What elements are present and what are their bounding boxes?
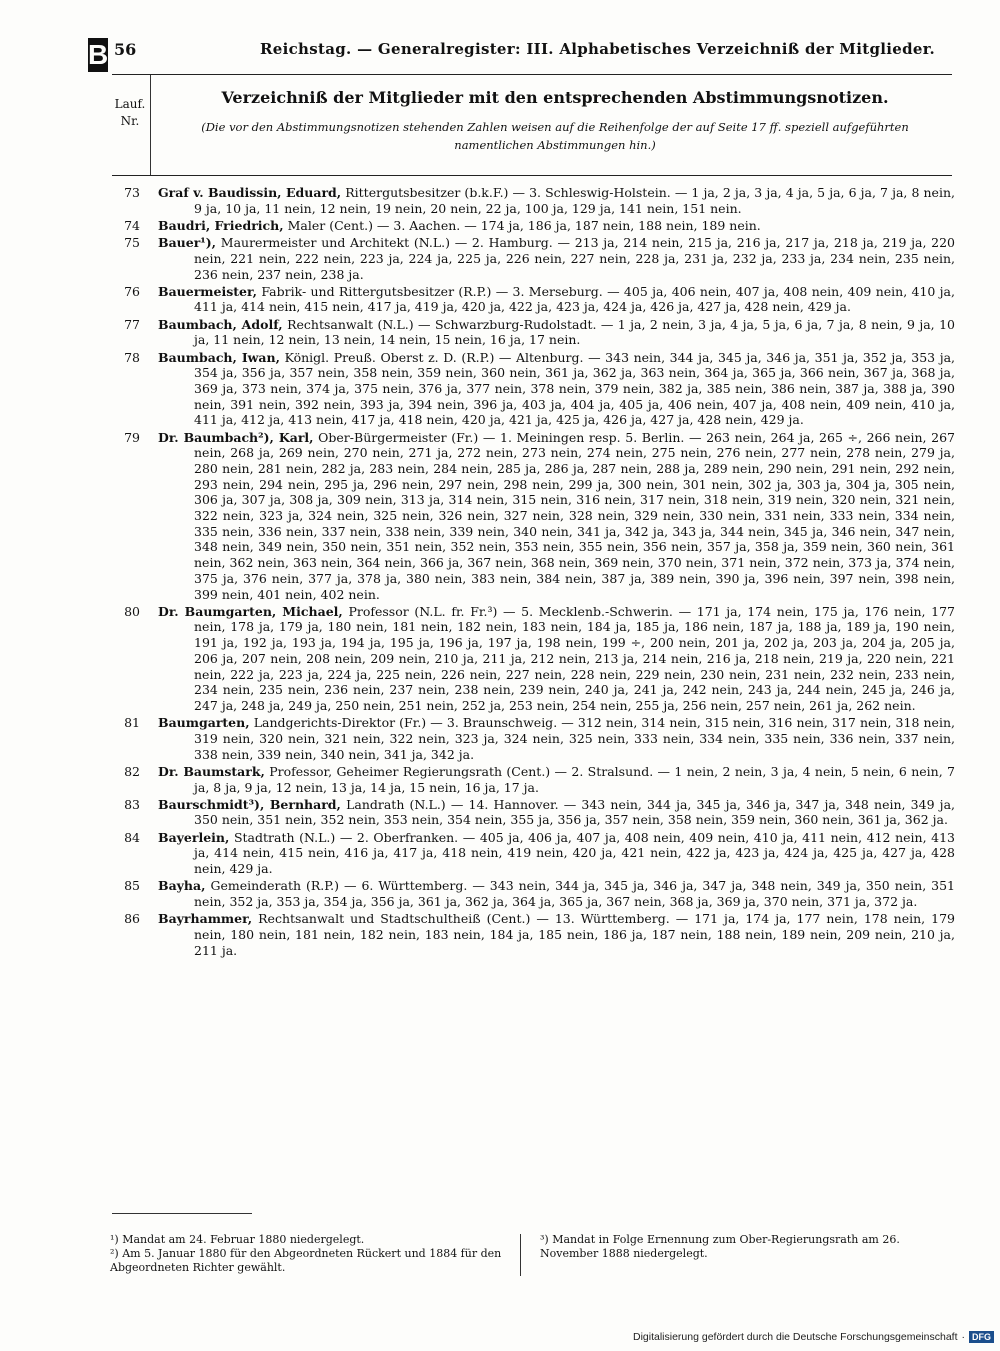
entry-number: 86 [124,911,140,927]
member-details: Rechtsanwalt (N.L.) — Schwarzburg-Rudolstadt. — 1 ja, 2 nein, 3 ja, 4 ja, 5 ja, 6 ja, 7 ja, 8 nein, 9 ja, 10 ja, 11 nein, 12 nein, 13 nein, 14 nein, 15 nein, 16 ja, 17 nein. [194,316,955,348]
list-item [100,604,955,714]
footnote-3: ³) Mandat in Folge Ernennung zum Ober-Regierungsrath am 26. November 1888 niedergelegt. [540,1233,900,1260]
list-item [100,317,955,348]
member-name: Bayerlein, [158,829,230,845]
entry-number: 81 [124,715,140,731]
member-name: Baumbach, Iwan, [158,349,280,365]
entry-number: 73 [124,185,140,200]
list-item [100,185,955,216]
member-list [100,185,955,960]
entry-number: 79 [124,429,140,445]
heading-rule [112,175,952,176]
funding-credit: Digitalisierung gefördert durch die Deutsche Forschungsgemeinschaft · DFG [633,1331,994,1343]
page-number: 56 [114,40,137,59]
dfg-logo: DFG [969,1331,994,1343]
member-details: Landrath (N.L.) — 14. Hannover. — 343 nein, 344 ja, 345 ja, 346 ja, 347 ja, 348 nein, 349 ja, 350 nein, 351 nein, 352 nein, 353 nein, 354 nein, 355 ja, 356 ja, 357 nein, 358 nein, 359 nein, 360 nein, 361 ja, 362 ja. [194,796,955,828]
list-item [100,235,955,282]
footnotes-left [110,1233,510,1275]
list-item [100,797,955,828]
list-item [100,764,955,795]
member-name: Bauer¹), [158,235,217,251]
entry-number: 75 [124,235,140,251]
member-name: Baumbach, Adolf, [158,316,283,332]
member-details: Landgerichts-Direktor (Fr.) — 3. Braunschweig. — 312 nein, 314 nein, 315 nein, 316 nein, 317 nein, 318 nein, 319 nein, 320 nein, 321 nein, 322 nein, 323 ja, 324 nein, 325 nein, 333 nein, 334 nein, 335 nein, 336 nein, 337 nein, 338 nein, 339 nein, 340 nein, 341 ja, 342 ja. [194,715,955,762]
list-item [100,911,955,958]
entry-text [158,235,955,282]
footnote-divider [520,1234,521,1276]
list-item [100,715,955,762]
member-details: Rechtsanwalt und Stadtschultheiß (Cent.) — 13. Württemberg. — 171 ja, 174 ja, 177 nein, 178 nein, 179 nein, 180 nein, 181 nein, 182 nein, 183 nein, 184 ja, 185 nein, 186 ja, 187 nein, 188 nein, 189 nein, 209 nein, 210 ja, 211 ja. [194,911,955,958]
entry-text [158,911,955,958]
member-details: Rittergutsbesitzer (b.k.F.) — 3. Schleswig-Holstein. — 1 ja, 2 ja, 3 ja, 4 ja, 5 ja, 6 ja, 7 ja, 8 nein, 9 ja, 10 ja, 11 nein, 12 nein, 19 nein, 20 nein, 22 ja, 100 ja, 129 ja, 141 nein, 151 nein. [194,185,955,216]
member-details: Stadtrath (N.L.) — 2. Oberfranken. — 405 ja, 406 ja, 407 ja, 408 nein, 409 nein, 410 ja, 411 nein, 412 nein, 413 ja, 414 nein, 415 nein, 416 ja, 417 ja, 418 nein, 419 nein, 420 ja, 421 nein, 422 ja, 423 ja, 424 ja, 425 ja, 427 ja, 428 nein, 429 ja. [194,829,955,877]
member-details: Fabrik- und Rittergutsbesitzer (R.P.) — 3. Merseburg. — 405 ja, 406 nein, 407 ja, 408 nein, 409 nein, 410 ja, 411 ja, 414 nein, 415 nein, 417 ja, 419 ja, 420 ja, 422 ja, 423 ja, 424 ja, 426 ja, 427 ja, 428 nein, 429 ja. [194,283,955,315]
entry-text [158,284,955,315]
member-name: Bayha, [158,878,206,894]
header-rule [112,74,952,75]
footnotes-right [540,1233,950,1261]
entry-number: 85 [124,878,140,894]
member-name: Bauermeister, [158,283,258,299]
section-heading: Verzeichniß der Mitglieder mit den entsprechenden Abstimmungsnotizen. [221,88,889,107]
entry-number: 80 [124,603,140,619]
member-name: Baumgarten, [158,715,250,731]
list-item [100,284,955,315]
credit-text: Digitalisierung gefördert durch die Deutsche Forschungsgemeinschaft [632,1331,958,1343]
column-divider [150,75,151,175]
column-header-line1: Lauf. [114,97,146,111]
list-item [100,218,955,234]
member-name: Dr. Baumbach²), Karl, [158,429,314,445]
list-item [100,430,955,603]
list-item [100,350,955,429]
member-details: Gemeinderath (R.P.) — 6. Württemberg. — 343 nein, 344 ja, 345 ja, 346 ja, 347 ja, 348 nein, 349 ja, 350 nein, 351 nein, 352 ja, 353 ja, 354 ja, 356 ja, 361 ja, 362 ja, 364 ja, 365 ja, 367 nein, 368 ja, 369 ja, 370 nein, 371 ja, 372 ja. [194,878,955,909]
entry-text [158,604,955,714]
entry-text [158,185,955,216]
entry-text [158,878,955,909]
footnote-1: ¹) Mandat am 24. Februar 1880 niedergelegt. [110,1233,365,1246]
member-details: Professor, Geheimer Regierungsrath (Cent.) — 2. Stralsund. — 1 nein, 2 nein, 3 ja, 4 nein, 5 nein, 6 nein, 7 ja, 8 ja, 9 ja, 12 nein, 13 ja, 14 ja, 15 nein, 16 ja, 17 ja. [194,763,955,795]
entry-number: 77 [124,316,140,332]
member-name: Dr. Baumgarten, Michael, [158,603,343,619]
member-name: Baudri, Friedrich, [158,217,284,233]
entry-number: 84 [124,829,140,845]
member-details: Königl. Preuß. Oberst z. D. (R.P.) — Altenburg. — 343 nein, 344 ja, 345 ja, 346 ja, 351 ja, 352 ja, 353 ja, 354 ja, 356 ja, 357 nein, 358 nein, 359 nein, 360 nein, 361 ja, 362 ja, 363 nein, 364 ja, 365 ja, 366 nein, 367 ja, 368 ja, 369 ja, 373 nein, 374 ja, 375 nein, 376 ja, 377 nein, 378 nein, 379 nein, 382 ja, 385 nein, 386 nein, 387 ja, 388 ja, 390 nein, 391 nein, 392 nein, 393 ja, 394 nein, 396 ja, 403 ja, 404 ja, 405 ja, 406 nein, 407 ja, 408 nein, 409 nein, 410 ja, 411 ja, 412 ja, 413 nein, 417 ja, 418 nein, 420 ja, 421 ja, 425 ja, 426 ja, 427 ja, 428 nein, 429 ja. [194,349,955,428]
member-name: Graf v. Baudissin, Eduard, [158,185,342,200]
footnote-rule [112,1213,252,1214]
section-marker: B [88,39,109,70]
entry-text [158,715,955,762]
running-title: Reichstag. — Generalregister: III. Alphabetisches Verzeichniß der Mitglieder. [260,40,936,58]
member-name: Bayrhammer, [158,911,253,927]
heading-note: (Die vor den Abstimmungsnotizen stehenden Zahlen weisen auf die Reihenfolge der auf Seite 17 ff. speziell aufgeführten namentlichen Abstimmungen hin.) [201,120,909,152]
column-header-line2: Nr. [120,114,140,128]
entry-text [158,317,955,348]
member-details: Maler (Cent.) — 3. Aachen. — 174 ja, 186 ja, 187 nein, 188 nein, 189 nein. [287,217,761,233]
member-details: Ober-Bürgermeister (Fr.) — 1. Meiningen resp. 5. Berlin. — 263 nein, 264 ja, 265 ÷, 266 nein, 267 nein, 268 ja, 269 nein, 270 nein, 271 ja, 272 nein, 273 nein, 274 nein, 275 nein, 276 nein, 277 nein, 278 nein, 279 ja, 280 nein, 281 nein, 282 ja, 283 nein, 284 nein, 285 ja, 286 ja, 287 nein, 288 ja, 289 nein, 290 nein, 291 nein, 292 nein, 293 nein, 294 nein, 295 ja, 296 nein, 297 nein, 298 nein, 299 ja, 300 nein, 301 nein, 302 ja, 303 ja, 304 ja, 305 nein, 306 ja, 307 ja, 308 ja, 309 nein, 313 ja, 314 nein, 315 nein, 316 nein, 317 nein, 318 nein, 319 nein, 320 nein, 321 nein, 322 nein, 323 ja, 324 nein, 325 nein, 326 nein, 327 nein, 328 nein, 329 nein, 330 nein, 331 nein, 333 nein, 334 nein, 335 nein, 336 nein, 337 nein, 338 nein, 339 nein, 340 nein, 341 ja, 342 ja, 343 ja, 344 nein, 345 ja, 346 nein, 347 nein, 348 nein, 349 nein, 350 nein, 351 nein, 352 nein, 353 nein, 355 nein, 356 nein, 357 ja, 358 ja, 359 nein, 360 nein, 361 nein, 362 nein, 363 nein, 364 nein, 366 ja, 367 nein, 368 nein, 369 nein, 370 nein, 371 nein, 372 nein, 373 ja, 374 nein, 375 ja, 376 nein, 377 ja, 378 ja, 380 nein, 383 nein, 384 nein, 387 ja, 389 nein, 390 ja, 396 nein, 397 nein, 398 nein, 399 nein, 401 nein, 402 nein. [194,429,955,602]
member-name: Baurschmidt³), Bernhard, [158,796,341,812]
footnote-2: ²) Am 5. Januar 1880 für den Abgeordneten Rückert und 1884 für den Abgeordneten Richter gewählt. [110,1247,502,1274]
entry-number: 83 [124,796,140,812]
entry-number: 82 [124,763,140,779]
entry-number: 78 [124,349,140,365]
list-item [100,830,955,877]
member-details: Maurermeister und Architekt (N.L.) — 2. Hamburg. — 213 ja, 214 nein, 215 ja, 216 ja, 217 ja, 218 ja, 219 ja, 220 nein, 221 nein, 222 nein, 223 ja, 224 ja, 225 ja, 226 nein, 227 nein, 228 ja, 231 ja, 232 ja, 233 ja, 234 nein, 235 nein, 236 nein, 237 nein, 238 ja. [194,235,955,282]
column-header [112,96,148,130]
list-item [100,878,955,909]
entry-text [158,764,955,795]
member-details: Professor (N.L. fr. Fr.³) — 5. Mecklenb.-Schwerin. — 171 ja, 174 nein, 175 ja, 176 nein, 177 nein, 178 ja, 179 ja, 180 nein, 181 nein, 182 nein, 183 nein, 184 ja, 185 ja, 186 nein, 187 ja, 188 ja, 189 ja, 190 nein, 191 ja, 192 ja, 193 ja, 194 ja, 195 ja, 196 ja, 197 ja, 198 nein, 199 ÷, 200 nein, 201 ja, 202 ja, 203 ja, 204 ja, 205 ja, 206 ja, 207 nein, 208 nein, 209 nein, 210 ja, 211 ja, 212 nein, 213 ja, 214 nein, 216 ja, 218 nein, 219 ja, 220 nein, 221 nein, 222 ja, 223 ja, 224 ja, 225 nein, 226 nein, 227 nein, 228 nein, 229 nein, 230 nein, 231 nein, 232 nein, 233 nein, 234 nein, 235 nein, 236 nein, 237 nein, 238 nein, 239 nein, 240 ja, 241 ja, 242 nein, 243 ja, 244 nein, 245 ja, 246 ja, 247 ja, 248 ja, 249 ja, 250 nein, 251 nein, 252 ja, 253 nein, 254 nein, 255 ja, 256 nein, 257 nein, 261 ja, 262 nein. [194,603,956,713]
entry-text [158,830,955,877]
entry-number: 76 [124,283,140,299]
entry-text [158,797,955,828]
entry-text [158,218,955,234]
member-name: Dr. Baumstark, [158,763,265,779]
entry-text [158,430,955,603]
entry-number: 74 [124,217,140,233]
entry-text [158,350,955,429]
